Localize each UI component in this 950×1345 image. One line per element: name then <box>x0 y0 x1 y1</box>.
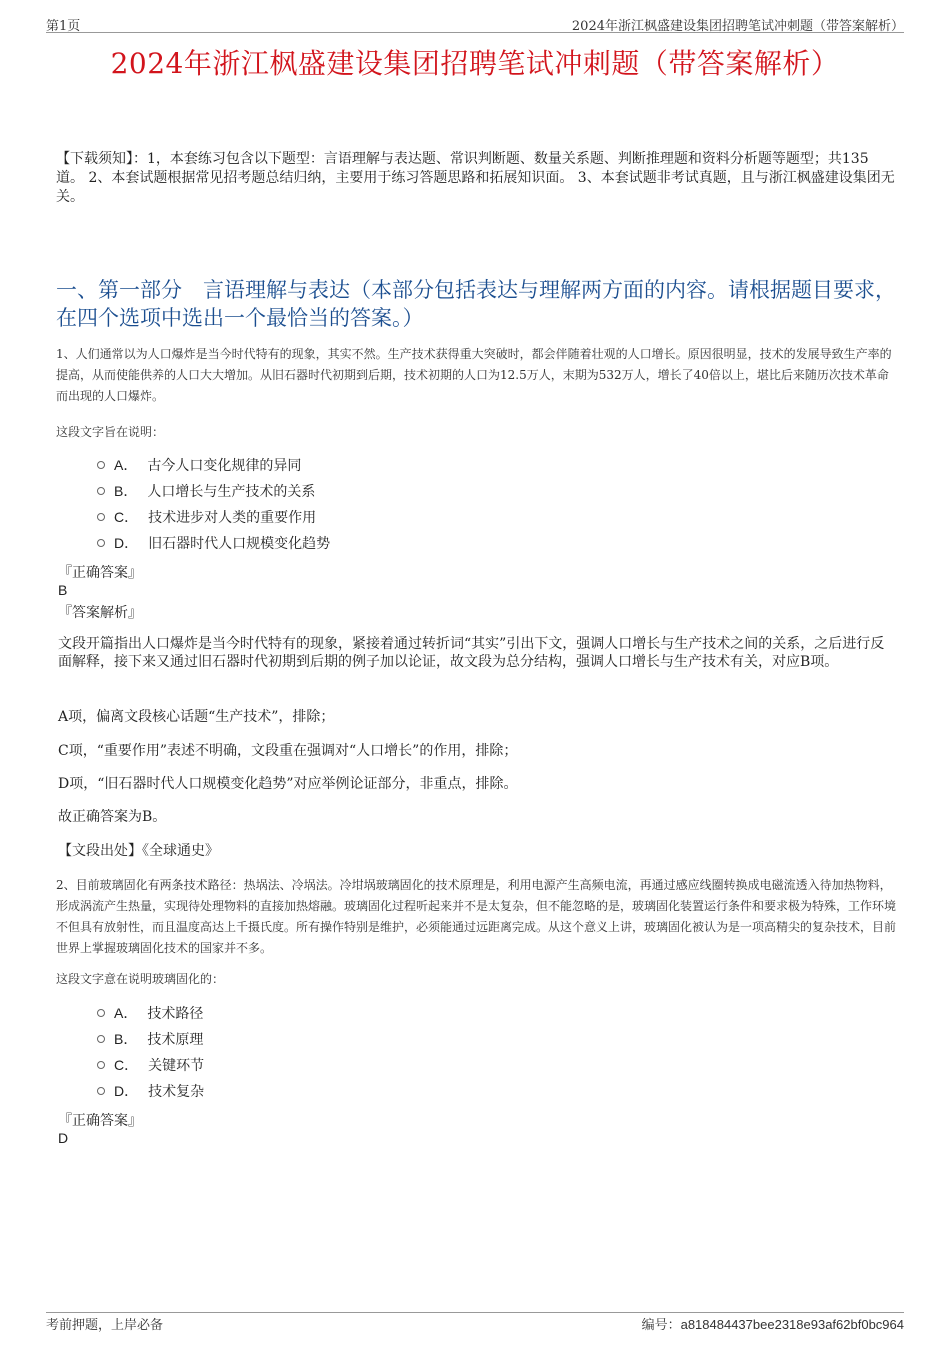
footer-divider <box>46 1312 904 1313</box>
option-letter: D． <box>114 535 139 551</box>
option-text: 技术原理 <box>147 1032 204 1048</box>
option-letter: B． <box>114 1031 138 1047</box>
download-notice: 【下载须知】：1，本套练习包含以下题型：言语理解与表达题、常识判断题、数量关系题、判断推理题和资料分析题等题型；共135道。 2、本套试题根据常见招考题总结归纳，主要用于练习答题思路和拓展知识面。 3、本套试题非考试真题，且与浙江枫盛建设集团无关。 <box>56 151 895 205</box>
header-divider <box>46 32 904 33</box>
footer-slogan: 考前押题，上岸必备 <box>46 1318 164 1333</box>
question-2-prompt: 这段文字意在说明玻璃固化的： <box>56 972 225 986</box>
radio-icon[interactable] <box>97 1009 105 1017</box>
question-2-answer: D <box>58 1130 69 1146</box>
question-1-analysis: 文段开篇指出人口爆炸是当今时代特有的现象，紧接着通过转折词“其实”引出下文，强调人口增长与生产技术之间的关系，之后进行反面解释，接下来又通过旧石器时代初期到后期的例子加以论证，故文段为总分结构，强调人口增长与生产技术有关，对应B项。 <box>58 636 885 670</box>
radio-icon[interactable] <box>97 1087 105 1095</box>
question-2-option-a[interactable] <box>97 1000 204 1026</box>
radio-icon[interactable] <box>97 461 105 469</box>
option-text: 关键环节 <box>148 1058 205 1074</box>
footer-code-label: 编号： <box>641 1318 681 1333</box>
option-letter: B． <box>114 483 138 499</box>
option-text: 技术复杂 <box>148 1084 205 1100</box>
question-1-option-c-note: C项，“重要作用”表述不明确，文段重在强调对“人口增长”的作用，排除； <box>58 743 518 759</box>
question-1-option-b[interactable] <box>97 478 330 504</box>
footer-code-value: a818484437bee2318e93af62bf0bc964 <box>680 1317 904 1332</box>
question-1-option-d-note: D项，“旧石器时代人口规模变化趋势”对应举例论证部分，非重点，排除。 <box>58 776 518 792</box>
radio-icon[interactable] <box>97 487 105 495</box>
option-letter: C． <box>114 1057 139 1073</box>
question-1-prompt: 这段文字旨在说明： <box>56 425 165 439</box>
radio-icon[interactable] <box>97 539 105 547</box>
option-text: 旧石器时代人口规模变化趋势 <box>148 536 331 552</box>
question-1-option-c[interactable] <box>97 504 330 530</box>
footer-code <box>642 1314 904 1333</box>
question-2-option-b[interactable] <box>97 1026 204 1052</box>
page-number: 第1页 <box>46 19 81 34</box>
option-letter: A． <box>114 1005 138 1021</box>
question-2-text: 2、目前玻璃固化有两条技术路径：热埚法、冷埚法。冷坩埚玻璃固化的技术原理是，利用电源产生高频电流，再通过感应线圈转换成电磁流透入待加热物料，形成涡流产生热量，实现待处理物料的直接加热熔融。玻璃固化过程听起来并不是太复杂，但不能忽略的是，玻璃固化装置运行条件和要求极为特殊，工作环境不但具有放射性，而且温度高达上千摄氏度。所有操作特别是维护，必须能通过远距离完成。从这个意义上讲，玻璃固化被认为是一项高精尖的复杂技术，目前世界上掌握玻璃固化技术的国家并不多。 <box>56 878 897 955</box>
question-1-source: 【文段出处】《全球通史》 <box>58 843 219 859</box>
section-heading: 一、第一部分 言语理解与表达（本部分包括表达与理解两方面的内容。请根据题目要求，在四个选项中选出一个最恰当的答案。） <box>56 278 896 330</box>
question-1-text: 1、人们通常以为人口爆炸是当今时代特有的现象，其实不然。生产技术获得重大突破时，都会伴随着壮观的人口增长。原因很明显，技术的发展导致生产率的提高，从而使能供养的人口大大增加。从旧石器时代初期到后期，技术初期的人口为12.5万人，末期为532万人，增长了40倍以上，堪比后来随历次技术革命而出现的人口爆炸。 <box>56 347 892 403</box>
question-2-option-c[interactable] <box>97 1052 204 1078</box>
page-title: 2024年浙江枫盛建设集团招聘笔试冲刺题（带答案解析） <box>110 47 840 80</box>
question-1-option-a[interactable] <box>97 452 330 478</box>
question-1-analysis-label: 『答案解析』 <box>58 605 142 621</box>
question-1-option-a-note: A项，偏离文段核心话题“生产技术”，排除； <box>58 709 335 725</box>
radio-icon[interactable] <box>97 1035 105 1043</box>
question-1-options <box>97 452 330 556</box>
radio-icon[interactable] <box>97 513 105 521</box>
question-1-option-d[interactable] <box>97 530 330 556</box>
question-2-answer-label: 『正确答案』 <box>58 1113 142 1129</box>
option-text: 人口增长与生产技术的关系 <box>147 484 316 500</box>
question-1-answer-label: 『正确答案』 <box>58 565 142 581</box>
header-doc-title: 2024年浙江枫盛建设集团招聘笔试冲刺题（带答案解析） <box>571 19 904 34</box>
question-2-options <box>97 1000 204 1104</box>
question-1-answer: B <box>58 582 68 598</box>
question-1-conclusion: 故正确答案为B。 <box>58 809 167 825</box>
option-text: 古今人口变化规律的异同 <box>147 458 302 474</box>
option-text: 技术路径 <box>147 1006 204 1022</box>
radio-icon[interactable] <box>97 1061 105 1069</box>
option-letter: C． <box>114 509 139 525</box>
option-letter: D． <box>114 1083 139 1099</box>
option-text: 技术进步对人类的重要作用 <box>148 510 317 526</box>
question-2-option-d[interactable] <box>97 1078 204 1104</box>
option-letter: A． <box>114 457 138 473</box>
